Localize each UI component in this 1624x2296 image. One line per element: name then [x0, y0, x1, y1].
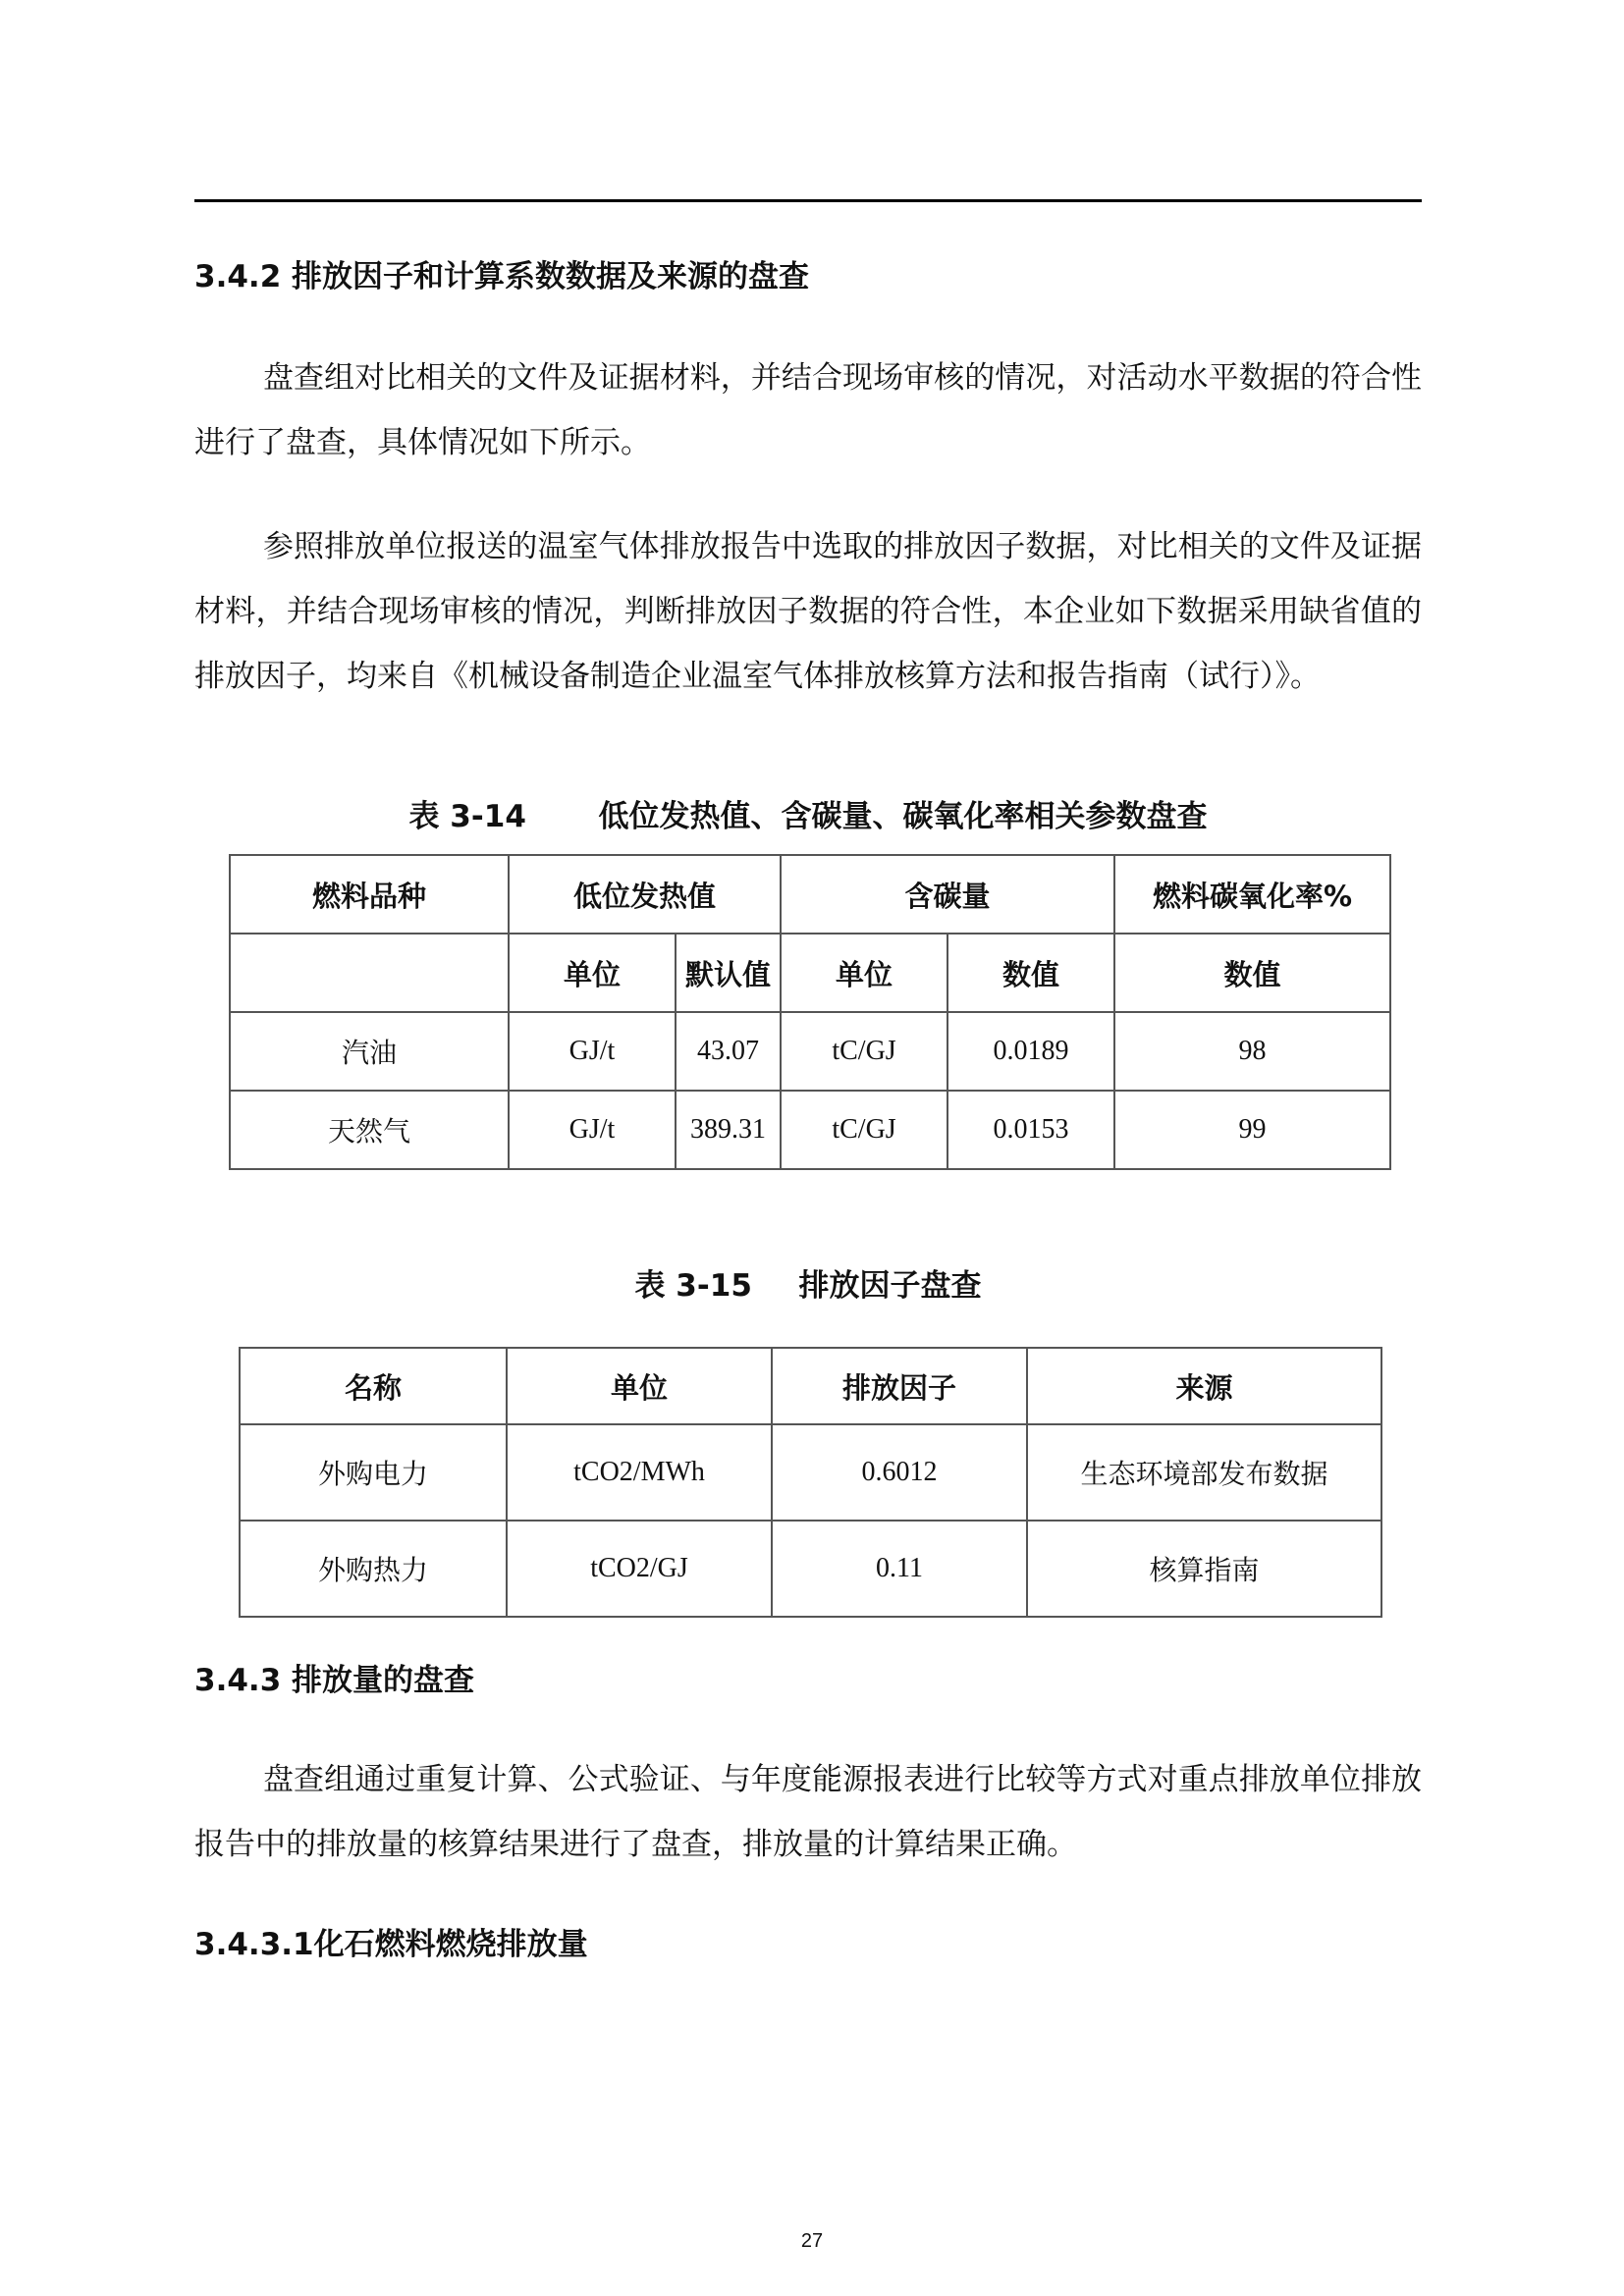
- header-carbon-content: 含碳量: [781, 855, 1114, 934]
- cell-fuel: 天然气: [230, 1091, 509, 1169]
- cell-carbon-unit: tC/GJ: [781, 1091, 947, 1169]
- cell-oxidation: 98: [1114, 1012, 1390, 1091]
- cell-factor: 0.6012: [772, 1424, 1027, 1521]
- cell-name: 外购电力: [240, 1424, 507, 1521]
- cell-carbon-value: 0.0153: [947, 1091, 1114, 1169]
- header-oxidation-rate: 燃料碳氧化率%: [1114, 855, 1390, 934]
- cell-ncv-value: 389.31: [676, 1091, 781, 1169]
- subheader-value: 数值: [947, 934, 1114, 1012]
- subheader-unit: 单位: [781, 934, 947, 1012]
- table-3-14: [229, 854, 1391, 1170]
- paragraph-text: 盘查组通过重复计算、公式验证、与年度能源报表进行比较等方式对重点排放单位排放报告中的排放量的核算结果进行了盘查，排放量的计算结果正确。: [194, 1762, 1422, 1862]
- cell-oxidation: 99: [1114, 1091, 1390, 1169]
- paragraph-text: 参照排放单位报送的温室气体排放报告中选取的排放因子数据，对比相关的文件及证据材料，并结合现场审核的情况，判断排放因子数据的符合性，本企业如下数据采用缺省值的排放因子，均来自《机械设备制造企业温室气体排放核算方法和报告指南（试行）》。: [194, 529, 1422, 694]
- header-name: 名称: [240, 1348, 507, 1424]
- cell-name: 外购热力: [240, 1521, 507, 1617]
- caption-title: 低位发热值、含碳量、碳氧化率相关参数盘查: [598, 799, 1208, 834]
- section-heading-3-4-2: 3.4.2 排放因子和计算系数数据及来源的盘查: [194, 259, 810, 294]
- header-fuel: 燃料品种: [230, 855, 509, 934]
- table-header-row: [240, 1348, 1381, 1424]
- page-number: 27: [800, 2230, 824, 2252]
- empty-cell: [230, 934, 509, 1012]
- paragraph-emission-factor: [194, 514, 1422, 709]
- table-row: [230, 1091, 1390, 1169]
- cell-source: 核算指南: [1027, 1521, 1381, 1617]
- header-rule: [194, 199, 1422, 202]
- cell-carbon-value: 0.0189: [947, 1012, 1114, 1091]
- cell-ncv-value: 43.07: [676, 1012, 781, 1091]
- table-3-14-caption: [194, 797, 1422, 836]
- header-unit: 单位: [507, 1348, 772, 1424]
- caption-number: 表 3-15: [634, 1268, 752, 1304]
- cell-ncv-unit: GJ/t: [509, 1012, 676, 1091]
- table-subheader-row: [230, 934, 1390, 1012]
- header-source: 来源: [1027, 1348, 1381, 1424]
- section-heading-3-4-3: 3.4.3 排放量的盘查: [194, 1663, 475, 1698]
- paragraph-activity-data: [194, 346, 1422, 475]
- paragraph-emission-check: [194, 1747, 1422, 1877]
- table-3-15-caption: [194, 1266, 1422, 1306]
- cell-unit: tCO2/MWh: [507, 1424, 772, 1521]
- cell-carbon-unit: tC/GJ: [781, 1012, 947, 1091]
- subheader-unit: 单位: [509, 934, 676, 1012]
- table-row: [240, 1521, 1381, 1617]
- header-emission-factor: 排放因子: [772, 1348, 1027, 1424]
- table-3-15: [239, 1347, 1382, 1618]
- table-header-row: [230, 855, 1390, 934]
- subheader-value: 数值: [1114, 934, 1390, 1012]
- cell-ncv-unit: GJ/t: [509, 1091, 676, 1169]
- table-row: [230, 1012, 1390, 1091]
- cell-factor: 0.11: [772, 1521, 1027, 1617]
- cell-fuel: 汽油: [230, 1012, 509, 1091]
- caption-title: 排放因子盘查: [798, 1268, 982, 1304]
- table-row: [240, 1424, 1381, 1521]
- caption-number: 表 3-14: [408, 799, 526, 834]
- paragraph-text: 盘查组对比相关的文件及证据材料，并结合现场审核的情况，对活动水平数据的符合性进行了盘查，具体情况如下所示。: [194, 360, 1422, 460]
- section-heading-3-4-3-1: 3.4.3.1化石燃料燃烧排放量: [194, 1927, 588, 1962]
- subheader-default: 默认值: [676, 934, 781, 1012]
- cell-source: 生态环境部发布数据: [1027, 1424, 1381, 1521]
- cell-unit: tCO2/GJ: [507, 1521, 772, 1617]
- header-ncv: 低位发热值: [509, 855, 781, 934]
